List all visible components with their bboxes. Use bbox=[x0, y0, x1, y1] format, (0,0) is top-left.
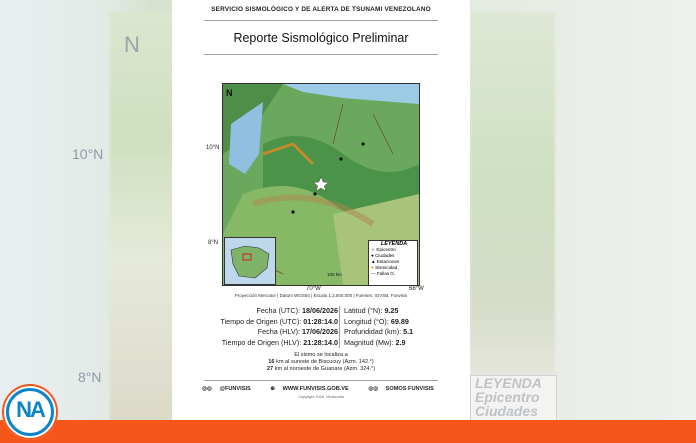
divider bbox=[204, 54, 438, 55]
report-title: Reporte Sismológico Preliminar bbox=[233, 31, 409, 45]
map-legend bbox=[368, 240, 418, 286]
legend-epicenter: ☆ Epicentro bbox=[371, 247, 396, 252]
field-magnitude bbox=[344, 338, 436, 349]
site-logo[interactable] bbox=[2, 384, 58, 440]
field-date-utc bbox=[214, 306, 338, 317]
seismic-report bbox=[172, 0, 470, 420]
field-longitude bbox=[344, 317, 436, 328]
field-value: 2.9 bbox=[395, 337, 406, 347]
legend-title: LEYENDA bbox=[380, 241, 408, 247]
footer-label: SOMOS FUNVISIS bbox=[385, 386, 434, 392]
field-value: 5.1 bbox=[403, 327, 414, 336]
background-legend-item: Ciudades bbox=[475, 403, 539, 419]
footer-label: WWW.FUNVISIS.GOB.VE bbox=[282, 386, 349, 392]
background-lat-bottom: 8°N bbox=[78, 369, 102, 385]
map-lat-bottom: 8°N bbox=[208, 240, 219, 246]
legend-label: Epicentro bbox=[376, 247, 396, 252]
background-legend-title: LEYENDA bbox=[475, 375, 542, 391]
inset-map-shape bbox=[225, 238, 275, 284]
map-lon-left: 70°W bbox=[306, 286, 321, 292]
legend-label: Fallas G. bbox=[376, 271, 396, 276]
location-text: km al noroeste de Guanare (Azm. 324.°) bbox=[274, 366, 376, 372]
legend-faults: — Fallas G. bbox=[371, 271, 396, 276]
field-date-hlv bbox=[214, 327, 338, 338]
copyright: Copyright 2026, Venezuela bbox=[298, 395, 344, 399]
map-north-label: N bbox=[226, 88, 233, 98]
divider bbox=[204, 20, 438, 21]
location-km: 27 bbox=[266, 366, 274, 372]
projection-note: Proyección Mercator | Datum WGS84 | Escala 1:3.500.000 | Fuentes: IGVSB, Funvisis bbox=[234, 293, 408, 298]
background-map-right bbox=[470, 12, 555, 427]
field-label: Fecha (HLV): bbox=[257, 327, 301, 336]
location-text: km al sureste de Biscucuy (Azm. 142.°) bbox=[276, 359, 374, 365]
field-latitude bbox=[344, 306, 436, 317]
legend-label: Sismicidad bbox=[375, 265, 398, 270]
map-lat-top: 10°N bbox=[206, 145, 220, 151]
agency-name: SERVICIO SISMOLÓGICO Y DE ALERTA DE TSUNAMI VENEZOLANO bbox=[211, 6, 431, 13]
field-label: Magnitud (Mw): bbox=[344, 337, 394, 347]
legend-seismicity: ● Sismicidad bbox=[371, 265, 398, 270]
footer-tagline: ◎◎ SOMOS FUNVISIS bbox=[368, 386, 434, 392]
field-origin-hlv bbox=[214, 338, 338, 349]
background-north: N bbox=[124, 32, 140, 57]
field-value: 69.89 bbox=[390, 316, 409, 326]
background-lat-top: 10°N bbox=[72, 146, 104, 162]
footer-links bbox=[172, 386, 470, 392]
orange-footer-bar bbox=[0, 420, 696, 443]
legend-stations: ▲ Estaciones bbox=[371, 259, 400, 264]
divider bbox=[204, 380, 438, 381]
field-label: Latitud (°N): bbox=[344, 306, 383, 315]
field-label: Fecha (UTC): bbox=[256, 306, 301, 315]
legend-cities: ● Ciudades bbox=[371, 253, 395, 258]
location-km: 16 bbox=[268, 359, 275, 365]
map-scale: 100 km bbox=[327, 272, 342, 277]
footer-social-handle[interactable]: ◎◎ @FUNVISIS bbox=[202, 386, 251, 392]
time-fields bbox=[214, 306, 338, 348]
field-value: 17/06/2026 bbox=[302, 327, 338, 336]
field-value: 18/06/2026 bbox=[302, 306, 338, 315]
field-origin-utc bbox=[214, 317, 338, 328]
location-line bbox=[172, 359, 470, 366]
footer-label: @FUNVISIS bbox=[219, 386, 251, 392]
field-label: Longitud (°O): bbox=[344, 316, 389, 326]
logo-text: NA bbox=[16, 397, 44, 422]
background-map-left bbox=[110, 12, 172, 427]
field-label: Tiempo de Origen (HLV): bbox=[221, 337, 302, 347]
field-label: Profundidad (km): bbox=[344, 327, 402, 336]
field-value: 9.25 bbox=[384, 306, 399, 315]
location-fields bbox=[344, 306, 436, 348]
location-line bbox=[172, 366, 470, 373]
field-label: Tiempo de Origen (UTC): bbox=[220, 316, 302, 326]
location-intro: El sismo se localiza a bbox=[294, 352, 348, 358]
footer-website-link[interactable]: ⊕ WWW.FUNVISIS.GOB.VE bbox=[270, 386, 349, 392]
field-value: 01:28:14.0 bbox=[303, 316, 338, 326]
info-divider bbox=[339, 306, 340, 348]
inset-map bbox=[224, 237, 276, 285]
field-value: 21:28:14.0 bbox=[303, 337, 338, 347]
background-legend-item: Epicentro bbox=[475, 389, 540, 405]
legend-label: Ciudades bbox=[375, 253, 395, 258]
map-lon-right: 68°W bbox=[409, 286, 424, 292]
legend-label: Estaciones bbox=[376, 259, 400, 264]
location-description bbox=[172, 352, 470, 373]
field-depth bbox=[344, 327, 436, 338]
